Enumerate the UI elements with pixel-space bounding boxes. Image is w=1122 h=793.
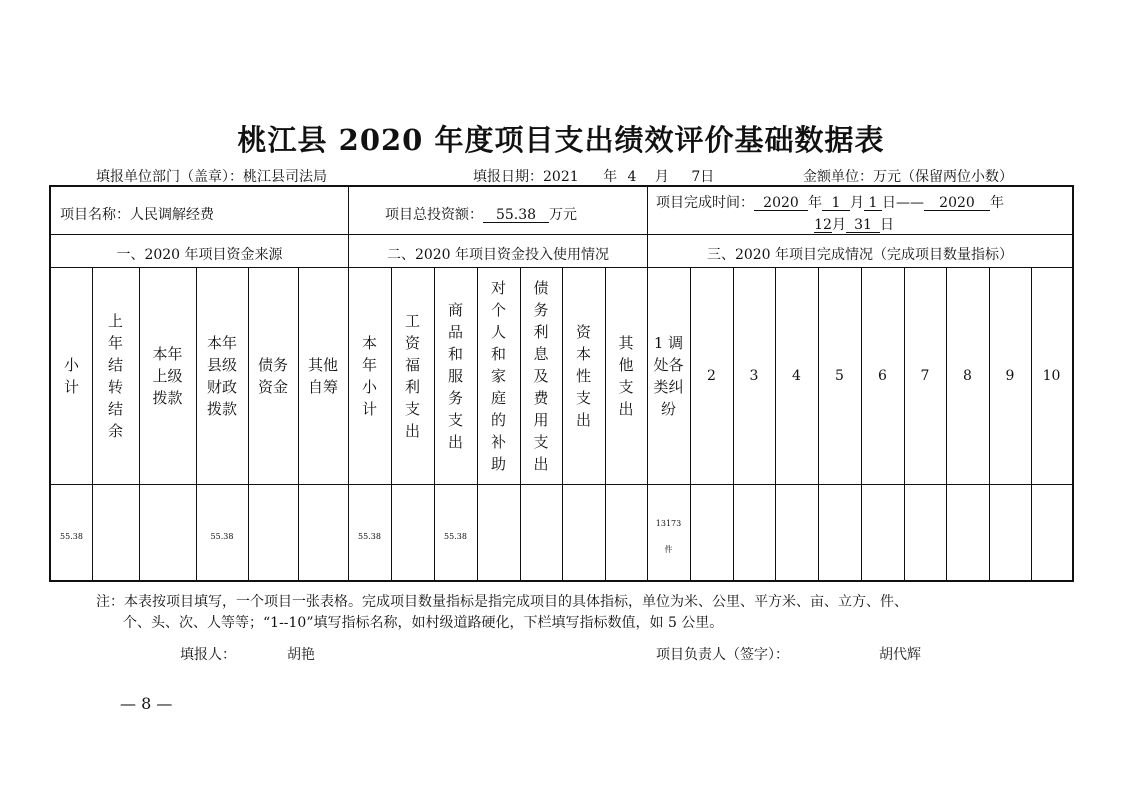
date-month-unit: 月 — [654, 169, 669, 185]
header-usage-2 — [391, 268, 434, 484]
header-indicator-1-label: 1 调处各类纠纷 — [653, 334, 684, 418]
project-name: 项目名称：人民调解经费 — [60, 207, 214, 223]
header-usage-7-label: 其他支出 — [618, 334, 634, 418]
header-indicator-10: 10 — [1042, 368, 1061, 384]
filler-label: 填报人： — [180, 647, 236, 663]
header-source-4 — [196, 268, 248, 484]
header-source-4-label: 本年县级财政拨款 — [206, 334, 237, 418]
date-year-unit: 年 — [603, 169, 618, 185]
completion-time-label: 项目完成时间： — [656, 195, 754, 211]
header-source-6-label: 其他自筹 — [307, 356, 338, 396]
value-county-fund: 55.38 — [210, 532, 234, 541]
end-year-unit: 年 — [990, 195, 1004, 211]
amount-unit: 金额单位：万元（保留两位小数） — [803, 169, 1013, 185]
header-usage-3 — [434, 268, 477, 484]
header-indicator-3: 3 — [749, 368, 759, 384]
date-month: 4 — [627, 169, 637, 185]
header-indicator-6: 6 — [878, 368, 887, 384]
start-day: 1 — [864, 196, 882, 211]
header-source-2 — [92, 268, 139, 484]
start-day-unit: 日 — [882, 195, 896, 211]
completion-time-line1 — [656, 192, 1004, 212]
header-indicator-1 — [647, 268, 690, 484]
section-completion: 三、2020 年项目完成情况（完成项目数量指标） — [706, 247, 1014, 263]
header-usage-5 — [520, 268, 562, 484]
page-number: — 8 — — [120, 694, 173, 713]
header-source-1-label: 小计 — [63, 356, 79, 396]
header-source-1 — [51, 268, 92, 484]
date-range-dash: —— — [896, 195, 924, 211]
header-source-2-label: 上年结转结余 — [107, 312, 123, 440]
investment-unit: 万元 — [549, 207, 577, 223]
value-goods-services: 55.38 — [444, 532, 467, 541]
row-divider — [51, 234, 1072, 235]
header-usage-1-label: 本年小计 — [361, 334, 377, 418]
start-year-unit: 年 — [808, 195, 822, 211]
completion-time-line2 — [814, 214, 894, 234]
leader-name: 胡代辉 — [879, 647, 921, 663]
header-usage-6 — [562, 268, 605, 484]
header-indicator-9: 9 — [1005, 368, 1015, 384]
header-usage-1 — [348, 268, 391, 484]
header-source-5-label: 债务资金 — [257, 356, 288, 396]
end-year: 2020 — [924, 196, 990, 211]
project-investment — [385, 204, 577, 224]
start-year: 2020 — [754, 196, 808, 211]
header-usage-3-label: 商品和服务支出 — [447, 301, 463, 451]
date-label: 填报日期： — [473, 169, 543, 185]
value-indicator1-unit: 件 — [664, 545, 673, 554]
date-day: 7 — [691, 169, 701, 185]
reporting-unit: 填报单位部门（盖章）：桃江县司法局 — [96, 169, 327, 185]
section-funding-source: 一、2020 年项目资金来源 — [116, 247, 283, 263]
header-usage-4 — [477, 268, 520, 484]
start-month-unit: 月 — [850, 195, 864, 211]
header-source-3 — [139, 268, 196, 484]
leader-label: 项目负责人（签字）： — [656, 647, 789, 663]
header-indicator-5: 5 — [835, 368, 844, 384]
note-line1: 注：本表按项目填写，一个项目一张表格。完成项目数量指标是指完成项目的具体指标，单位为米、公里、平方米、亩、立方、件、 — [96, 594, 908, 610]
section-funding-usage: 二、2020 年项目资金投入使用情况 — [386, 247, 610, 263]
header-usage-4-label: 对个人和家庭的补助 — [490, 279, 506, 473]
investment-label: 项目总投资额： — [385, 207, 483, 223]
value-source-subtotal: 55.38 — [60, 532, 83, 541]
investment-value: 55.38 — [483, 208, 549, 223]
date-year: 2021 — [543, 169, 579, 185]
end-month-unit: 月 — [832, 217, 846, 233]
header-indicator-2: 2 — [707, 368, 716, 384]
end-day-unit: 日 — [880, 217, 894, 233]
end-month: 12 — [814, 217, 832, 233]
start-month: 1 — [822, 196, 850, 211]
header-usage-7 — [605, 268, 647, 484]
header-source-6 — [298, 268, 348, 484]
header-indicator-8: 8 — [963, 368, 972, 384]
header-indicator-4: 4 — [792, 368, 801, 384]
header-indicator-7: 7 — [920, 368, 930, 384]
filler-name: 胡艳 — [287, 647, 315, 663]
date-day-unit: 日 — [700, 169, 715, 185]
header-usage-6-label: 资本性支出 — [575, 323, 591, 429]
value-indicator1-number: 13173 — [655, 519, 682, 528]
value-usage-subtotal: 55.38 — [358, 532, 381, 541]
end-day: 31 — [846, 218, 880, 233]
page-title: 桃江县 2020 年度项目支出绩效评价基础数据表 — [237, 123, 885, 157]
reporting-date — [473, 166, 714, 186]
data-table — [49, 185, 1074, 582]
note-line2: 个、头、次、人等等；“1--10”填写指标名称，如村级道路硬化，下栏填写指标数值，如 5 公里。 — [123, 615, 724, 631]
header-usage-5-label: 债务利息及费用支出 — [533, 279, 549, 473]
header-source-3-label: 本年上级拨款 — [152, 345, 183, 407]
header-usage-2-label: 工资福利支出 — [404, 312, 420, 440]
header-source-5 — [248, 268, 298, 484]
